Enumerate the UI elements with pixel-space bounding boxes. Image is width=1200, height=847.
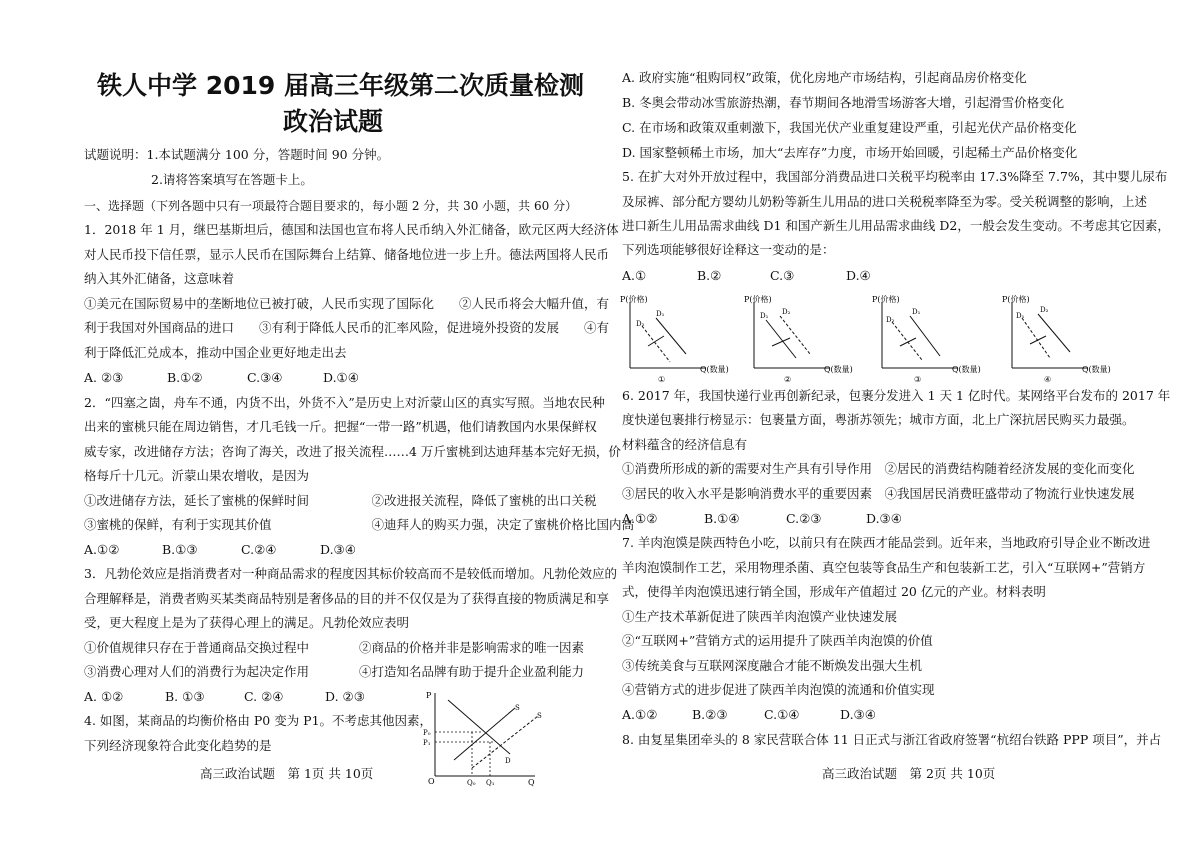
q1-line: 纳入其外汇储备，这意味着 — [84, 271, 235, 286]
q5-line: 及尿裤、部分配方婴幼儿奶粉等新生儿用品的进口关税税率降至为零。受关税调整的影响，上述 — [622, 194, 1148, 209]
q7-line: 7. 羊肉泡馍是陕西特色小吃，以前只有在陕西才能品尝到。近年来，当地政府引导企业不断改进 — [622, 535, 1151, 550]
section-heading: 一、选择题（下列各题中只有一项最符合题目要求的，每小题 2 分，共 30 小题，共 60 分） — [84, 199, 578, 213]
d-label: D — [505, 757, 511, 765]
origin-label: O — [428, 777, 435, 786]
d1-curve — [766, 320, 796, 358]
q1-option-a[interactable]: A. ②③ — [84, 370, 124, 385]
q4-supply-demand-graph — [420, 688, 565, 788]
p-axis-label: P(价格) — [744, 295, 772, 304]
q4-option-b[interactable]: B. 冬奥会带动冰雪旅游热潮，春节期间各地滑雪场游客大增，引起滑雪价格变化 — [622, 95, 1065, 110]
q6-line: ③居民的收入水平是影响消费水平的重要因素 ④我国居民消费旺盛带动了物流行业快速发展 — [622, 486, 1135, 501]
q0-label: Q₀ — [467, 779, 476, 787]
q5-option-d[interactable]: D.④ — [846, 268, 871, 283]
p-axis-label: P(价格) — [872, 295, 900, 304]
q-axis-label: Q(数量) — [700, 365, 729, 374]
d1-label: D₁ — [760, 312, 769, 320]
q2-option-c[interactable]: C.②④ — [241, 542, 277, 557]
right-page-footer: 高三政治试题 第 2页 共 10页 — [822, 766, 996, 781]
q1-option-d[interactable]: D.①④ — [323, 370, 359, 385]
supply-curve — [454, 708, 515, 760]
exam-subtitle: 政治试题 — [283, 107, 384, 136]
q5-line: 5. 在扩大对外开放过程中，我国部分消费品进口关税平均税率由 17.3%降至 7.7%，其中婴儿尿布 — [622, 169, 1168, 184]
d2-label: D₂ — [1040, 306, 1049, 314]
graph-number: ① — [658, 375, 666, 384]
q1-option-c[interactable]: C.③④ — [247, 370, 283, 385]
graph-number: ③ — [914, 375, 922, 384]
q7-option-b[interactable]: B.②③ — [692, 707, 728, 722]
shift-arrow — [900, 338, 916, 346]
d2-label: D₂ — [782, 308, 791, 316]
q7-line: ①生产技术革新促进了陕西羊肉泡馍产业快速发展 — [622, 609, 898, 624]
graph-number: ② — [784, 375, 792, 384]
q4-line: 下列经济现象符合此变化趋势的是 — [84, 738, 272, 753]
q6-option-b[interactable]: B.①④ — [704, 511, 740, 526]
q7-line: 羊肉泡馍制作工艺，采用物理杀菌、真空包装等食品生产和包装新工艺，引入“互联网+”营销方 — [622, 560, 1146, 575]
q5-line: 进口新生儿用品需求曲线 D1 和国产新生儿用品需求曲线 D2，一般会发生变动。不考虑其它因素， — [622, 218, 1170, 233]
q4-line: 4. 如图，某商品的均衡价格由 P0 变为 P1。不考虑其他因素， — [84, 713, 433, 728]
q3-line: 3．凡勃伦效应是指消费者对一种商品需求的程度因其标价较高而不是较低而增加。凡勃伦效应的 — [84, 566, 617, 581]
q7-line: ④营销方式的进步促进了陕西羊肉泡馍的流通和价值实现 — [622, 682, 935, 697]
q1-line: 对人民币投下信任票，显示人民币在国际舞台上结算、储备地位进一步上升。德法两国将人民币 — [84, 247, 610, 262]
q7-line: ③传统美食与互联网深度融合才能不断焕发出强大生机 — [622, 658, 923, 673]
q-axis-label: Q — [528, 778, 535, 787]
q3-option-c[interactable]: C. ②④ — [244, 689, 284, 704]
q5-line: 下列选项能够很好诠释这一变动的是： — [622, 242, 835, 257]
q3-option-b[interactable]: B. ①③ — [165, 689, 205, 704]
q7-option-c[interactable]: C.①④ — [764, 707, 800, 722]
d2-curve — [642, 326, 670, 362]
q6-option-a[interactable]: A.①② — [622, 511, 658, 526]
d1-label: D₁ — [912, 308, 921, 316]
q3-line: ①价值规律只存在于普通商品交换过程中 ②商品的价格并非是影响需求的唯一因素 — [84, 640, 585, 655]
d2-curve — [780, 316, 810, 354]
q2-line: 出来的蜜桃只能在周边销售，才几毛钱一斤。把握“一带一路”机遇，他们请教国内水果保鲜权 — [84, 419, 597, 434]
q4-option-a[interactable]: A. 政府实施“租购同权”政策，优化房地产市场结构，引起商品房价格变化 — [622, 70, 1027, 85]
left-page-footer: 高三政治试题 第 1页 共 10页 — [200, 766, 374, 781]
q2-line: 2．“四塞之崮，舟车不通，内货不出，外货不入”是历史上对沂蒙山区的真实写照。当地农民种 — [84, 395, 605, 410]
q6-line: ①消费所形成的新的需要对生产具有引导作用 ②居民的消费结构随着经济发展的变化而变化 — [622, 461, 1135, 476]
q1-line: 利于我国对外国商品的进口 ③有利于降低人民币的汇率风险，促进境外投资的发展 ④有 — [84, 320, 610, 335]
q2-line: 格每斤十几元。沂蒙山果农增收，是因为 — [84, 468, 310, 483]
d1-curve — [656, 318, 686, 354]
q1-line: 1．2018 年 1 月，继巴基斯坦后，德国和法国也宣布将人民币纳入外汇储备，欧元区两大经济体 — [84, 222, 619, 237]
q-axis-label: Q(数量) — [1082, 365, 1111, 374]
q7-line: 式，使得羊肉泡馍迅速行销全国，形成年产值超过 20 亿元的产业。材料表明 — [622, 584, 1046, 599]
q1-line: ①美元在国际贸易中的垄断地位已被打破，人民币实现了国际化 ②人民币将会大幅升值，有 — [84, 296, 610, 311]
p1-label: P₁ — [423, 739, 431, 747]
p-axis-label: P — [426, 691, 432, 700]
p-axis-label: P(价格) — [1002, 295, 1030, 304]
shift-arrow — [1030, 336, 1046, 344]
q5-option-b[interactable]: B.② — [697, 268, 722, 283]
q7-option-a[interactable]: A.①② — [622, 707, 658, 722]
q3-option-d[interactable]: D. ②③ — [325, 689, 365, 704]
s-shift-label: S — [537, 712, 542, 720]
exam-note-2: 2.请将答案填写在答题卡上。 — [151, 172, 313, 187]
q5-option-c[interactable]: C.③ — [770, 268, 795, 283]
graph-number: ④ — [1044, 375, 1052, 384]
q4-option-d[interactable]: D. 国家整顿稀土市场，加大“去库存”力度，市场开始回暖，引起稀土产品价格变化 — [622, 145, 1078, 160]
q2-line: ①改进储存方法，延长了蜜桃的保鲜时间 ②改进报关流程，降低了蜜桃的出口关税 — [84, 493, 597, 508]
d1-label: D₁ — [1016, 312, 1025, 320]
q6-line: 材料蕴含的经济信息有 — [622, 437, 748, 452]
q1-line: 利于降低汇兑成本，推动中国企业更好地走出去 — [84, 345, 347, 360]
q5-option-a[interactable]: A.① — [622, 268, 647, 283]
exam-note-1: 试题说明：1.本试题满分 100 分，答题时间 90 分钟。 — [84, 147, 390, 162]
q2-line: ③蜜桃的保鲜，有利于实现其价值 ④迪拜人的购买力强，决定了蜜桃价格比国内高 — [84, 517, 635, 532]
q5-graph-4 — [1000, 294, 1120, 384]
q3-line: ③消费心理对人们的消费行为起决定作用 ④打造知名品牌有助于提升企业盈利能力 — [84, 664, 585, 679]
q7-option-d[interactable]: D.③④ — [840, 707, 876, 722]
q-axis-label: Q(数量) — [952, 365, 981, 374]
q2-option-a[interactable]: A.①② — [84, 542, 120, 557]
q3-line: 合理解释是，消费者购买某类商品特别是奢侈品的目的并不仅仅是为了获得直接的物质满足和享 — [84, 591, 610, 606]
q2-option-d[interactable]: D.③④ — [320, 542, 356, 557]
q6-option-d[interactable]: D.③④ — [866, 511, 902, 526]
d2-label: D₂ — [636, 320, 645, 328]
q3-line: 受，更大程度上是为了获得心理上的满足。凡勃伦效应表明 — [84, 615, 410, 630]
d2-label: D₂ — [886, 316, 895, 324]
d2-curve — [892, 322, 922, 360]
exam-title: 铁人中学 2019 届高三年级第二次质量检测 — [97, 71, 584, 100]
q2-option-b[interactable]: B.①③ — [162, 542, 198, 557]
p0-label: P₀ — [423, 729, 431, 737]
d1-label: D₁ — [656, 310, 665, 318]
q8-line: 8. 由复星集团牵头的 8 家民营联合体 11 日正式与浙江省政府签署“杭绍台铁路 PPP 项目”，并占 — [622, 732, 1162, 747]
q3-option-a[interactable]: A. ①② — [84, 689, 124, 704]
q6-line: 6. 2017 年，我国快递行业再创新纪录，包裹分发进入 1 天 1 亿时代。某网络平台发布的 2017 年 — [622, 388, 1171, 403]
q1-option-b[interactable]: B.①② — [167, 370, 203, 385]
s-label: S — [515, 704, 520, 712]
q6-line: 度快递包裹排行榜显示：包裹量方面，粤浙苏领先；城市方面，北上广深抗居民购买力最强。 — [622, 412, 1135, 427]
q5-graph-1 — [618, 294, 738, 384]
d2-curve — [1038, 314, 1070, 352]
q7-line: ②“互联网+”营销方式的运用提升了陕西羊肉泡馍的价值 — [622, 633, 933, 648]
q6-option-c[interactable]: C.②③ — [786, 511, 822, 526]
p-axis-label: P(价格) — [620, 295, 648, 304]
q4-option-c[interactable]: C. 在市场和政策双重刺激下，我国光伏产业重复建设严重，引起光伏产品价格变化 — [622, 120, 1077, 135]
q5-graph-2 — [742, 294, 862, 384]
q-axis-label: Q(数量) — [824, 365, 853, 374]
q1-label: Q₁ — [486, 779, 495, 787]
q2-line: 威专家，改进储存方法；咨询了海关，改进了报关流程……4 万斤蜜桃到达迪拜基本完好无损，价 — [84, 444, 621, 459]
q5-graph-3 — [870, 294, 990, 384]
shift-arrow — [648, 336, 664, 346]
